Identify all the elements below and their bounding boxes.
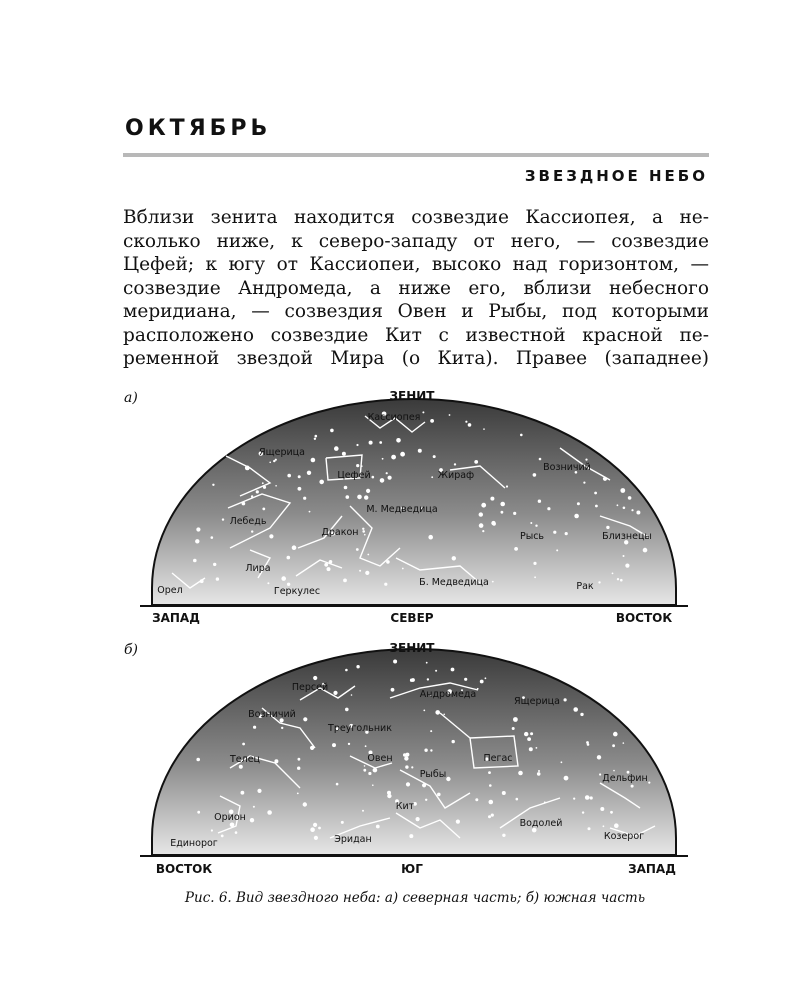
star (427, 678, 429, 680)
star (489, 784, 492, 787)
star (313, 823, 317, 827)
constellation-label: Кассиопея (367, 412, 421, 423)
star (561, 761, 563, 763)
star (303, 717, 307, 721)
star (524, 732, 528, 736)
body-line: созвездие Андромеда, а ниже его, вблизи небесного (123, 277, 709, 299)
star (446, 777, 450, 781)
star (465, 421, 467, 423)
star (585, 459, 587, 461)
star (357, 495, 362, 500)
star (275, 485, 277, 487)
star (281, 727, 283, 729)
body-line: меридиана, — созвездия Овен и Рыбы, под которыми (123, 301, 709, 322)
star (636, 511, 640, 515)
body-line: расположено созвездие Кит с известной красной пе- (123, 324, 709, 346)
star (391, 455, 396, 460)
star (257, 789, 261, 793)
star (482, 530, 484, 532)
constellation-label: Цефей (337, 470, 371, 481)
star (298, 758, 301, 761)
star (430, 730, 432, 732)
star (368, 772, 371, 775)
star (418, 449, 422, 453)
constellation-label: Рак (576, 581, 594, 592)
body-line: ременной звездой Мира (о Кита). Правее (западнее) (123, 348, 709, 369)
star (388, 476, 392, 480)
star (539, 458, 542, 461)
star (287, 474, 291, 478)
constellation-label: Жираф (437, 470, 475, 481)
star (269, 534, 273, 538)
star (573, 798, 575, 800)
figure-caption: Рис. 6. Вид звездного неба: а) северная часть; б) южная часть (184, 890, 646, 906)
star (267, 810, 272, 815)
constellation-label: Возничий (543, 462, 591, 473)
constellation-label: Рысь (519, 531, 545, 542)
star (520, 434, 523, 437)
star (193, 559, 197, 563)
star (628, 496, 632, 500)
star (600, 807, 604, 811)
star (251, 530, 253, 532)
zenith-label: ЗЕНИТ (389, 389, 435, 403)
star (351, 694, 353, 696)
star (648, 782, 650, 784)
star (327, 567, 331, 571)
star (537, 772, 541, 776)
star (506, 485, 508, 487)
star (382, 458, 384, 460)
horizon-left-label: ЗАПАД (152, 611, 200, 625)
star (365, 745, 367, 747)
body-line: Цефей; к югу от Кассиопеи, высоко над горизонтом, — (123, 254, 709, 275)
constellation-label: Б. Медведица (419, 577, 489, 588)
star (556, 549, 558, 551)
star (577, 502, 580, 505)
star (513, 512, 516, 515)
star (443, 714, 445, 716)
star (196, 527, 200, 531)
section-title: ЗВЕЗДНОЕ НЕБО (524, 167, 708, 185)
star (253, 806, 255, 808)
star (250, 818, 254, 822)
star (598, 581, 600, 583)
star (292, 545, 297, 550)
star (211, 829, 213, 831)
star (197, 811, 200, 814)
star (451, 668, 455, 672)
star (488, 771, 491, 774)
star (372, 476, 375, 479)
constellation-label: Телец (229, 754, 261, 765)
star (402, 568, 404, 570)
star (599, 773, 601, 775)
constellation-label: Овен (367, 753, 393, 764)
star (369, 441, 373, 445)
constellation-label: Лебедь (229, 516, 267, 527)
figure-b-label: б) (124, 642, 139, 658)
star (479, 512, 483, 516)
star (411, 678, 415, 682)
star (437, 793, 441, 797)
star (314, 438, 316, 440)
star (479, 523, 484, 528)
star (365, 571, 369, 575)
star (625, 564, 629, 568)
star (256, 490, 259, 493)
star (564, 776, 569, 781)
star (298, 475, 301, 478)
star (565, 532, 568, 535)
star (501, 511, 504, 514)
star (491, 521, 495, 525)
star (416, 817, 420, 821)
star (574, 514, 579, 519)
constellation-label: М. Медведица (366, 504, 438, 515)
star (553, 531, 556, 534)
star (449, 414, 451, 416)
star (474, 460, 478, 464)
star (580, 713, 583, 716)
body-line: Вблизи зенита находится созвездие Кассиопея, а не- (123, 207, 709, 228)
star (356, 548, 359, 551)
star (336, 783, 339, 786)
figure-b-sky-map (0, 638, 800, 878)
star (468, 423, 472, 427)
star (422, 411, 424, 413)
horizon-left-label: ВОСТОК (155, 862, 213, 876)
star (262, 482, 264, 484)
star (396, 438, 401, 443)
star (454, 463, 456, 465)
horizon-right-label: ВОСТОК (615, 611, 673, 625)
star (345, 708, 349, 712)
star (488, 815, 491, 818)
star (309, 511, 311, 513)
star (356, 464, 359, 467)
star (364, 495, 368, 499)
star (514, 547, 518, 551)
star (490, 497, 494, 501)
star (356, 444, 358, 446)
star (334, 446, 339, 451)
star (269, 462, 271, 464)
constellation-label: Водолей (519, 818, 563, 829)
star (623, 742, 625, 744)
star (502, 834, 505, 837)
star (376, 825, 380, 829)
star (483, 428, 485, 430)
star (405, 765, 408, 768)
constellation-label: Персей (291, 682, 329, 693)
star (213, 563, 216, 566)
star (643, 548, 648, 553)
star (211, 536, 214, 539)
constellation-label: Кит (395, 801, 415, 812)
star (424, 749, 427, 752)
star (613, 770, 615, 772)
star (533, 473, 537, 477)
star (536, 747, 538, 749)
star (346, 495, 350, 499)
star (606, 526, 609, 529)
constellation-label: Рыбы (419, 769, 447, 780)
star (594, 492, 597, 495)
star (425, 799, 427, 801)
body-line: сколько ниже, к северо-западу от него, — созвездие (123, 230, 709, 252)
star (262, 508, 265, 511)
star (433, 455, 436, 458)
star (612, 573, 614, 575)
figure-a-label: а) (124, 390, 138, 406)
star (242, 743, 245, 746)
star (595, 505, 598, 508)
star (384, 583, 387, 586)
star (359, 570, 361, 572)
star (241, 791, 245, 795)
horizon-center-label: ЮГ (401, 862, 423, 876)
star (364, 765, 366, 767)
star (492, 581, 494, 583)
star (502, 791, 506, 795)
star (356, 665, 359, 668)
star (452, 556, 456, 560)
star (411, 766, 413, 768)
star (196, 758, 200, 762)
star (617, 504, 619, 506)
constellation-label: Дельфин (602, 773, 648, 784)
star (303, 497, 306, 500)
constellation-label: Козерог (603, 831, 645, 842)
star (564, 698, 567, 701)
star (344, 486, 348, 490)
constellation-label: Ящерица (259, 447, 305, 458)
star (332, 743, 336, 747)
star (253, 726, 256, 729)
star (534, 576, 536, 578)
star (386, 472, 388, 474)
star (348, 743, 350, 745)
star (311, 458, 316, 463)
star (195, 539, 199, 543)
star (603, 825, 605, 827)
star (620, 579, 623, 582)
star (464, 678, 467, 681)
star (527, 737, 531, 741)
zenith-label: ЗЕНИТ (389, 641, 435, 655)
star (235, 831, 238, 834)
constellation-label: Близнецы (602, 531, 652, 542)
star (364, 534, 366, 536)
star (590, 796, 593, 799)
horizon-right-label: ЗАПАД (628, 862, 676, 876)
constellation-label: Пегас (483, 753, 513, 764)
star (318, 827, 321, 830)
star (485, 677, 487, 679)
star (391, 688, 395, 692)
star (452, 740, 455, 743)
constellation-label: Возничий (248, 709, 296, 720)
star (547, 507, 550, 510)
figure-a-sky-map (0, 388, 800, 628)
star (409, 834, 413, 838)
star (513, 717, 518, 722)
star (573, 707, 578, 712)
star (631, 509, 633, 511)
star (430, 419, 434, 423)
star (212, 484, 214, 486)
star (393, 660, 397, 664)
body-paragraph (123, 206, 709, 371)
star (583, 482, 585, 484)
constellation-label: Единорог (170, 838, 218, 849)
star (267, 582, 269, 584)
star (430, 749, 432, 751)
star (538, 500, 541, 503)
star (538, 770, 540, 772)
star (362, 528, 364, 530)
star (435, 670, 437, 672)
star (613, 732, 618, 737)
star (597, 755, 601, 759)
star (333, 691, 337, 695)
star (400, 452, 405, 457)
star (297, 767, 300, 770)
star (456, 820, 460, 824)
constellation-label: Лира (245, 563, 271, 574)
star (530, 522, 532, 524)
star (298, 487, 302, 491)
star (530, 732, 533, 735)
star (500, 502, 505, 507)
star (366, 489, 370, 493)
star (273, 460, 275, 462)
star (403, 753, 406, 756)
star (387, 791, 391, 795)
star (431, 476, 433, 478)
star (297, 793, 299, 795)
star (239, 765, 243, 769)
star (614, 823, 619, 828)
star (512, 727, 515, 730)
star (587, 743, 590, 746)
constellation-label: Ящерица (514, 696, 560, 707)
star (585, 795, 590, 800)
star (529, 747, 533, 751)
star (341, 821, 344, 824)
star (342, 452, 346, 456)
star (362, 530, 365, 533)
star (533, 562, 536, 565)
star (435, 710, 440, 715)
star (516, 798, 519, 801)
star (362, 810, 364, 812)
horizon-center-label: СЕВЕР (390, 611, 434, 625)
star (330, 429, 334, 433)
star (623, 555, 625, 557)
star (380, 478, 385, 483)
star (313, 676, 317, 680)
star (582, 811, 584, 813)
star (406, 782, 410, 786)
star (303, 802, 307, 806)
star (480, 680, 484, 684)
constellation-label: Дракон (321, 527, 359, 538)
star (345, 669, 348, 672)
star (491, 814, 494, 817)
star (588, 827, 591, 830)
constellation-label: Орион (214, 812, 246, 823)
constellation-label: Геркулес (273, 586, 321, 597)
star (287, 556, 291, 560)
star (518, 771, 523, 776)
star (367, 554, 369, 556)
star (379, 441, 382, 444)
star (631, 785, 634, 788)
star (319, 480, 324, 485)
star (426, 662, 428, 664)
star (612, 744, 615, 747)
constellation-label: Треугольник (328, 723, 392, 734)
star (423, 710, 425, 712)
star (620, 488, 625, 493)
star (610, 811, 613, 814)
star (310, 827, 315, 832)
star (535, 525, 537, 527)
star (404, 756, 408, 760)
constellation-label: Андромеда (419, 689, 477, 700)
star (623, 507, 626, 510)
star (314, 836, 318, 840)
chapter-title: ОКТЯБРЬ (125, 116, 272, 141)
star (363, 769, 366, 772)
star (372, 784, 374, 786)
star (281, 576, 286, 581)
star (481, 503, 486, 508)
star (475, 798, 478, 801)
star (489, 800, 494, 805)
star (315, 435, 318, 438)
star (222, 518, 224, 520)
star (343, 579, 347, 583)
star (221, 835, 224, 838)
star (428, 535, 433, 540)
star (307, 471, 311, 475)
constellation-label: Орел (157, 585, 183, 596)
constellation-label: Эридан (334, 834, 372, 845)
header-rule (123, 153, 709, 157)
star (216, 577, 219, 580)
star (617, 578, 619, 580)
